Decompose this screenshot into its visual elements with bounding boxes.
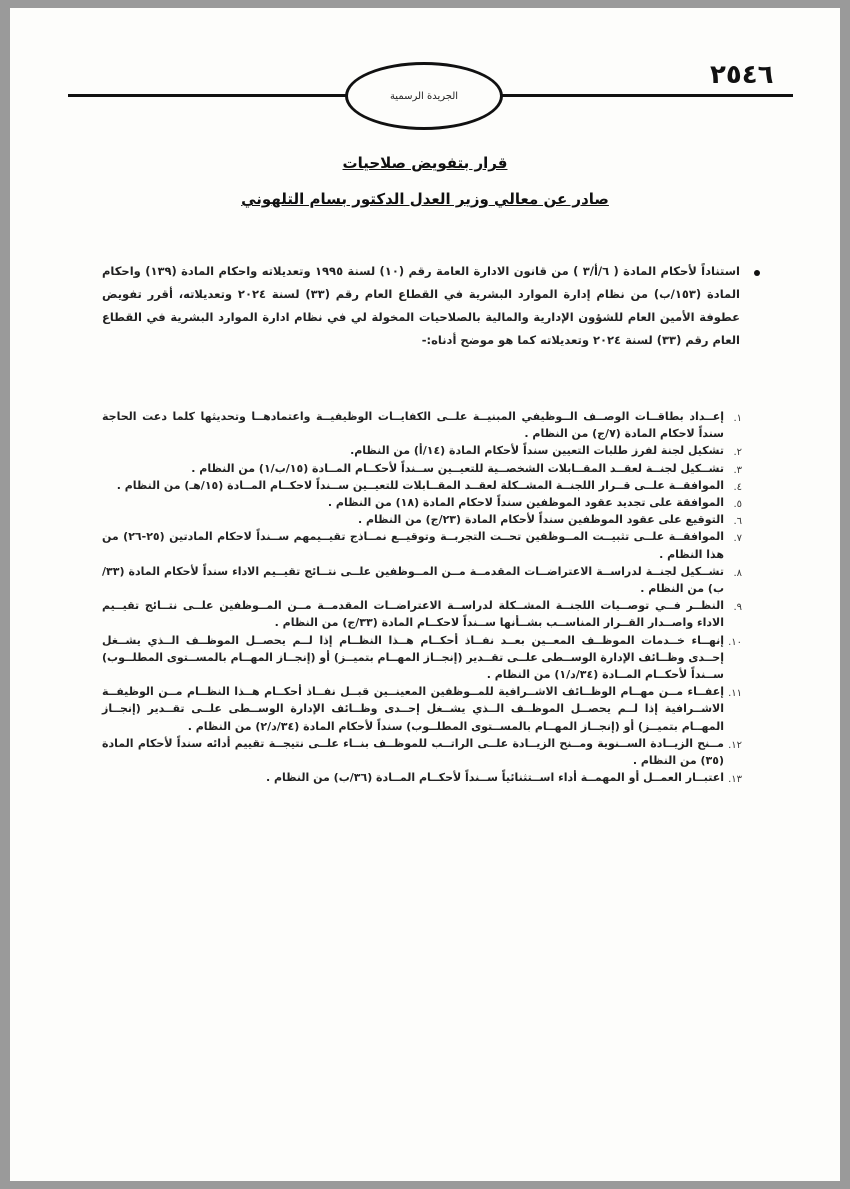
item-text: التوقيع على عقود الموظفين سنداً لأحكام المادة (٢٣/ج) من النظام . [357, 513, 724, 527]
list-item [102, 632, 840, 684]
page-number: ٢٥٤٦ [710, 60, 774, 90]
item-text: مــنح الزيــادة الســنوية ومــنح الزيــادة علــى الراتــب للموظــف بنــاء علــى نتيجــة تقييم أدائه سنداً لأحكام المادة (٣٥) من النظام . [102, 736, 724, 768]
item-number: ٦. [733, 516, 742, 528]
item-text: تشــكيل لجنــة لدراســة الاعتراضــات المقدمــة مــن المــوظفين علــى نتــائج تقيــيم الاداء سنداً لأحكام المادة (٣٣/ب) من النظام . [102, 564, 724, 596]
item-number: ٩. [733, 602, 742, 614]
list-item [102, 442, 840, 459]
list-item [102, 683, 840, 735]
item-text: الموافقــة علــى تثبيــت المــوظفين تحــت التجربــة وتوقيــع نمــاذج تقيــيمهم ســنداً لاحكام المادتين (٢٥-٢٦) من هذا النظام . [102, 530, 724, 561]
item-number: ١٢. [728, 739, 742, 751]
item-number: ٨. [733, 567, 742, 579]
item-number: ١. [733, 413, 742, 424]
list-item [102, 477, 840, 494]
item-number: ٢. [733, 447, 742, 459]
item-number: ٣. [733, 464, 742, 476]
list-item [102, 769, 840, 786]
item-number: ١٣. [728, 774, 742, 786]
list-item [102, 563, 840, 597]
item-text: إعفــاء مــن مهــام الوظــائف الاشــرافية للمــوظفين المعينــين قبــل نفــاذ أحكــام هــذا النظــام مــن الوظيفــة الاشــرافية إذا لــم يحصــل الموظــف الــذي يشــغل إحــدى وظــائف الإدارة الوســطى علــى تقــدير (إنجــاز المهــام بتميــز) أو (إنجــاز المهــام بالمســتوى المطلــوب) سنداً لأحكام المادة (٣٤/د/٢) من النظام . [102, 685, 724, 733]
list-item [102, 528, 840, 562]
list-item [102, 597, 840, 631]
item-number: ١٠. [728, 636, 742, 648]
emblem-text: الجريدة الرسمية [389, 90, 459, 102]
list-item [102, 511, 840, 528]
decision-subtitle: صادر عن معالي وزير العدل الدكتور بسام التلهوني [241, 190, 609, 208]
item-number: ٤. [733, 481, 742, 493]
document-page [10, 8, 840, 1181]
item-text: تشــكيل لجنــة لعقــد المقــابلات الشخصــية للتعيــين ســنداً لأحكــام المــادة (١٥/ب/١) من النظام . [191, 461, 724, 475]
item-text: إعــداد بطاقــات الوصــف الــوظيفي المبنيــة علــى الكفايــات الوظيفيــة واعتمادهــا وتحديثها كلما دعت الحاجة سنداً لاحكام المادة (٧/ج) من النظام . [102, 410, 724, 441]
bullet-icon [754, 270, 760, 276]
delegation-list [102, 408, 840, 786]
item-text: إنهــاء خــدمات الموظــف المعــين بعــد نفــاذ أحكــام هــذا النظــام إذا لــم يحصــل الموظــف الــذي يشــغل إحــدى وظــائف الإدارة الوســطى علــى تقــدير (إنجــاز المهــام بتميــز) أو (إنجــاز المهــام بالمســتوى المطلــوب) ســنداً لأحكــام المــادة (٣٤/د/١) من النظام . [102, 633, 724, 682]
decision-title: قرار بتفويض صلاحيات [342, 154, 508, 172]
list-item [102, 735, 840, 769]
list-item [102, 494, 840, 511]
item-text: الموافقة على تجديد عقود الموظفين سنداً لاحكام المادة (١٨) من النظام . [327, 496, 724, 510]
item-number: ١١. [728, 688, 742, 700]
list-item [102, 408, 840, 442]
item-text: الموافقــة علــى قــرار اللجنــة المشــكلة لعقــد المقــابلات للتعيــين ســنداً لاحكــام المــادة (١٥/هـ) من النظام . [116, 478, 724, 492]
intro-paragraph: استناداً لأحكام المادة ( ٦/أ/٣ ) من قانون الادارة العامة رقم (١٠) لسنة ١٩٩٥ وتعديلاته واحكام المادة (١٣٩) واحكام المادة (١٥٣/ب) من نظام إدارة الموارد البشرية في القطاع العام رقم (٣٣) لسنة ٢٠٢٤ وتعديلاته، أقرر تفويض عطوفة الأمين العام للشؤون الإدارية والمالية بالصلاحيات المخولة لي في نظام ادارة الموارد البشرية في القطاع العام رقم (٣٣) لسنة ٢٠٢٤ وتعديلاته كما هو موضح أدناه:- [102, 264, 740, 347]
item-number: ٧. [733, 533, 742, 545]
list-item [102, 460, 840, 477]
item-text: تشكيل لجنة لفرز طلبات التعيين سنداً لأحكام المادة (١٤/أ) من النظام. [350, 444, 724, 458]
item-text: اعتبــار العمــل أو المهمــة أداء اســتثنائياً ســنداً لأحكــام المــادة (٣٦/ب) من النظام . [265, 771, 724, 785]
gazette-emblem [345, 62, 503, 130]
item-text: النظــر فــي توصــيات اللجنــة المشــكلة لدراســة الاعتراضــات المقدمــة مــن المــوظفين علــى نتــائج تقيــيم الاداء واصــدار القــرار المناســب بشــأنها ســنداً لاحكــام المادة (٣٣/ج) من النظام . [102, 599, 724, 630]
item-number: ٥. [733, 499, 742, 511]
